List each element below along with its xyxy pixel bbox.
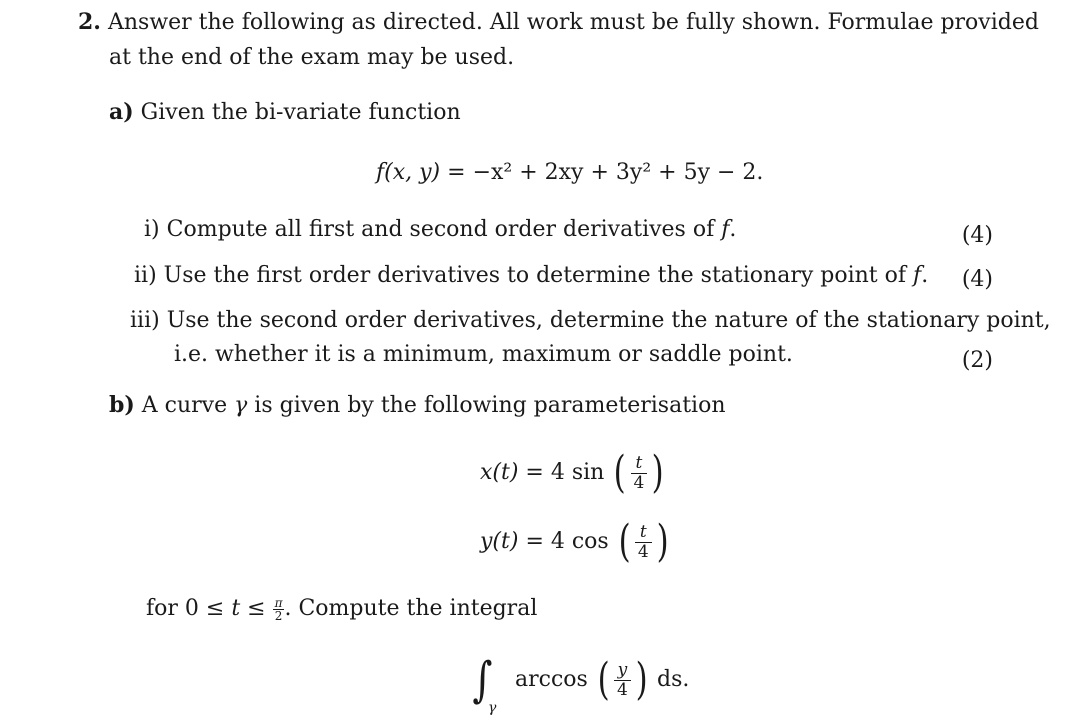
part-b-heading [109, 391, 726, 420]
item-i-var: f [721, 217, 730, 242]
item-ii-marks: (4) [961, 267, 993, 292]
integral-expression: ∫ arccos ( $\frac{y}{4}$ ) ds. [472, 652, 690, 708]
x-lhs: x(t) [480, 460, 519, 485]
item-ii-num: ii) [134, 263, 157, 288]
item-ii-text: Use the first order derivatives to determine the stationary point of [163, 263, 914, 288]
integrand-fraction: $\frac{y}{4}$ [614, 661, 631, 700]
item-ii [134, 262, 928, 290]
parameter-range [146, 595, 537, 623]
item-iii-text-line2: i.e. whether it is a minimum, maximum or saddle point. [174, 342, 793, 367]
part-a-text: Given the bi-variate function [140, 100, 461, 125]
function-lhs: f(x, y) [376, 160, 441, 185]
question-intro-line2: at the end of the exam may be used. [109, 45, 515, 70]
item-iii-text-line1: Use the second order derivatives, determine the nature of the stationary point, [166, 308, 1051, 333]
ds: ds. [657, 667, 690, 692]
integrand: arccos [515, 667, 588, 692]
range-le: ≤ [240, 596, 273, 621]
part-b-text-before: A curve [141, 393, 235, 418]
range-for: for 0 ≤ [146, 596, 232, 621]
range-after: . Compute the integral [284, 596, 538, 621]
item-i-num: i) [144, 217, 160, 242]
range-fraction: $\frac{\pi}{2}$ [274, 595, 283, 623]
x-fraction: $\frac{t}{4}$ [631, 454, 648, 493]
item-i [144, 216, 736, 244]
item-i-text: Compute all first and second order derivatives of [166, 217, 722, 242]
integral-sign: ∫ [472, 652, 493, 708]
range-t: t [231, 596, 241, 621]
question-number: 2. [78, 9, 101, 35]
question-intro-text: Answer the following as directed. All work must be fully shown. Formulae provided [107, 10, 1039, 35]
y-fraction: $\frac{t}{4}$ [635, 523, 652, 562]
integral-subscript: γ [488, 700, 497, 716]
y-parameterisation: y(t) = 4 cos ( $\frac{t}{4}$ ) [480, 516, 669, 567]
x-parameterisation: x(t) = 4 sin ( $\frac{t}{4}$ ) [480, 447, 664, 498]
item-ii-var: f [913, 263, 922, 288]
function-equation [376, 159, 763, 187]
item-i-after: . [729, 217, 737, 242]
part-a-heading [109, 98, 461, 127]
item-iii-marks: (2) [961, 348, 993, 373]
question-intro-line1 [78, 8, 1039, 37]
function-rhs: = −x² + 2xy + 3y² + 5y − 2. [447, 160, 764, 185]
item-iii [130, 307, 1051, 335]
x-eq: = 4 sin [525, 460, 605, 485]
y-eq: = 4 cos [525, 529, 609, 554]
part-b-label: b) [109, 392, 135, 418]
y-lhs: y(t) [480, 529, 519, 554]
item-ii-after: . [921, 263, 929, 288]
part-a-label: a) [109, 99, 134, 125]
part-b-text-after: is given by the following parameterisation [247, 393, 726, 418]
curve-symbol: γ [234, 393, 248, 418]
item-i-marks: (4) [961, 223, 993, 248]
item-iii-num: iii) [130, 308, 160, 333]
